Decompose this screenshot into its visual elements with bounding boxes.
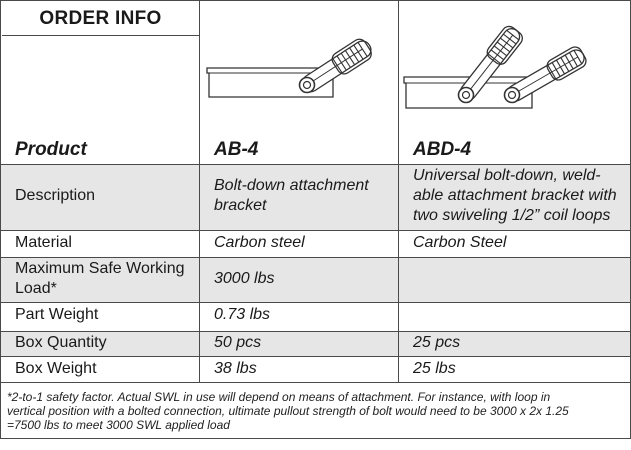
divider [1,356,630,357]
ab4-description-line: Bolt-down attachment [214,177,369,194]
abd4-description-line: able attachment bracket with [413,187,617,204]
bracket-single-loop-illustration [203,13,393,103]
ab4-description-line: bracket [214,197,267,214]
row-label-description: Description [15,187,96,204]
ab4-material: Carbon steel [214,234,305,251]
column-divider [199,1,200,382]
divider [1,164,630,165]
ab4-max-safe-working-load: 3000 lbs [214,270,275,287]
abd4-description [413,166,617,226]
column-header-product: Product [15,139,87,160]
footnote-line: *2-to-1 safety factor. Actual SWL in use will depend on means of attachment. For instance, with loop in [7,390,551,404]
abd4-description-line: Universal bolt-down, weld- [413,167,601,184]
ab4-description [214,176,369,216]
row-label-box-weight: Box Weight [15,360,97,377]
order-info-heading-box [2,2,199,36]
divider [1,331,630,332]
row-label-max-safe-working-load [15,259,185,299]
abd4-material: Carbon Steel [413,234,507,251]
divider [1,382,630,383]
divider [1,257,630,258]
mswl-label-line: Load* [15,280,57,297]
bracket-double-loop-illustration [402,11,628,111]
divider [1,302,630,303]
divider [1,230,630,231]
column-divider [398,1,399,382]
abd4-box-weight: 25 lbs [413,360,456,377]
ab4-box-quantity: 50 pcs [214,334,262,351]
footnote-line: =7500 lbs to meet 3000 SWL applied load [7,418,230,432]
footnote-line: vertical position with a bolted connection, ultimate pullout strength of bolt would need to be 3000 x 2x 1.25 [7,404,569,418]
abd4-description-line: two swiveling 1/2” coil loops [413,207,611,224]
row-label-box-quantity: Box Quantity [15,334,107,351]
page-title: ORDER INFO [39,8,162,29]
column-header-ab4: AB-4 [214,139,259,160]
mswl-label-line: Maximum Safe Working [15,260,185,277]
row-label-material: Material [15,234,72,251]
footnote [7,390,623,432]
ab4-box-weight: 38 lbs [214,360,257,377]
row-label-part-weight: Part Weight [15,306,99,323]
ab4-part-weight: 0.73 lbs [214,306,271,323]
abd4-box-quantity: 25 pcs [413,334,461,351]
column-header-abd4: ABD-4 [413,139,472,160]
